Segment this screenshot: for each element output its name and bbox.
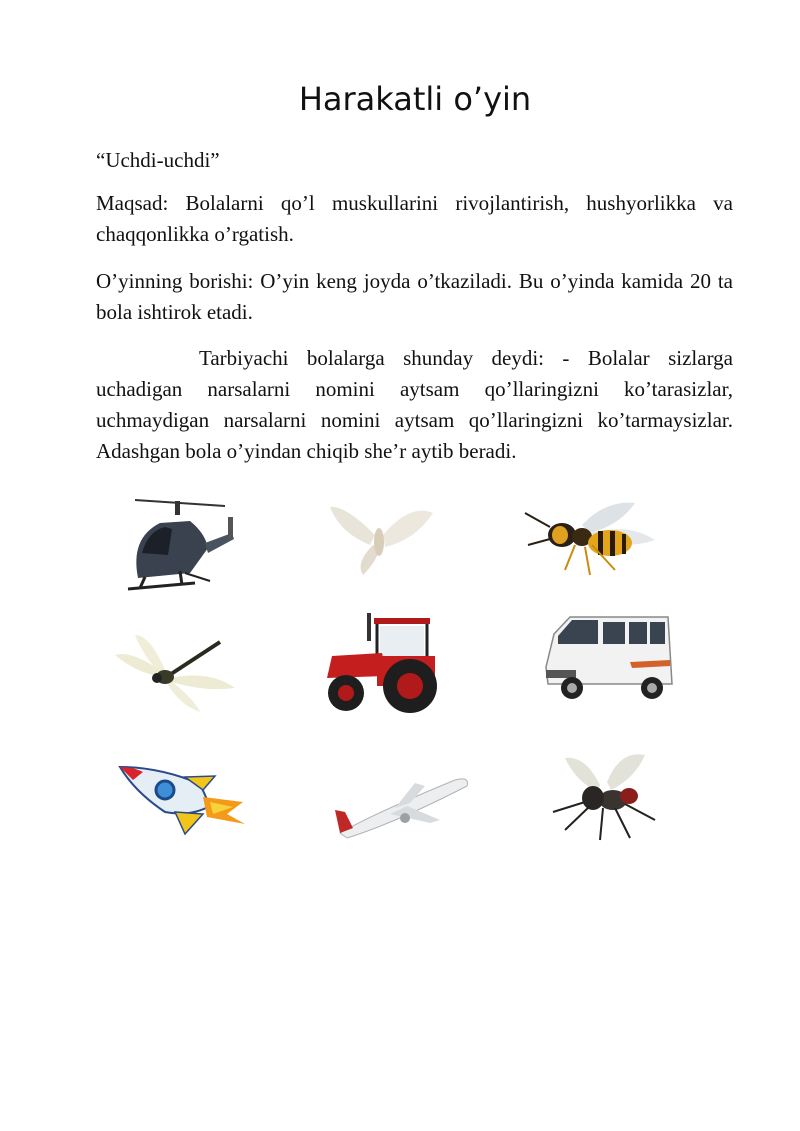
airplane-icon <box>335 768 475 840</box>
rocket-icon <box>115 762 250 842</box>
page-title: Harakatli o’yin <box>298 80 532 118</box>
van-icon <box>540 612 675 710</box>
paragraph-instructions: Tarbiyachi bolalarga shunday deydi: - Bolalar sizlarga uchadigan narsalarni nomini aytsam qo’llaringizni ko’tarasizlar, uchmaydigan narsalarni nomini aytsam qo’llaringizni ko’tarmaysizlar. Adashgan bola o’yindan chiqib she’r aytib beradi. <box>96 346 733 463</box>
wasp-icon <box>520 495 665 580</box>
game-name: “Uchdi-uchdi” <box>96 148 220 172</box>
paragraph-goal: Maqsad: Bolalarni qo’l muskullarini rivojlantirish, hushyorlikka va chaqqonlikka o’rgatish. <box>96 191 733 246</box>
helicopter-icon <box>120 493 245 598</box>
moth-icon <box>325 495 435 580</box>
paragraph-procedure: O’yinning borishi: O’yin keng joyda o’tkaziladi. Bu o’yinda kamida 20 ta bola ishtirok etadi. <box>96 269 733 324</box>
dragonfly-icon <box>110 630 240 715</box>
fly-icon <box>545 750 665 842</box>
tractor-icon <box>322 608 447 716</box>
